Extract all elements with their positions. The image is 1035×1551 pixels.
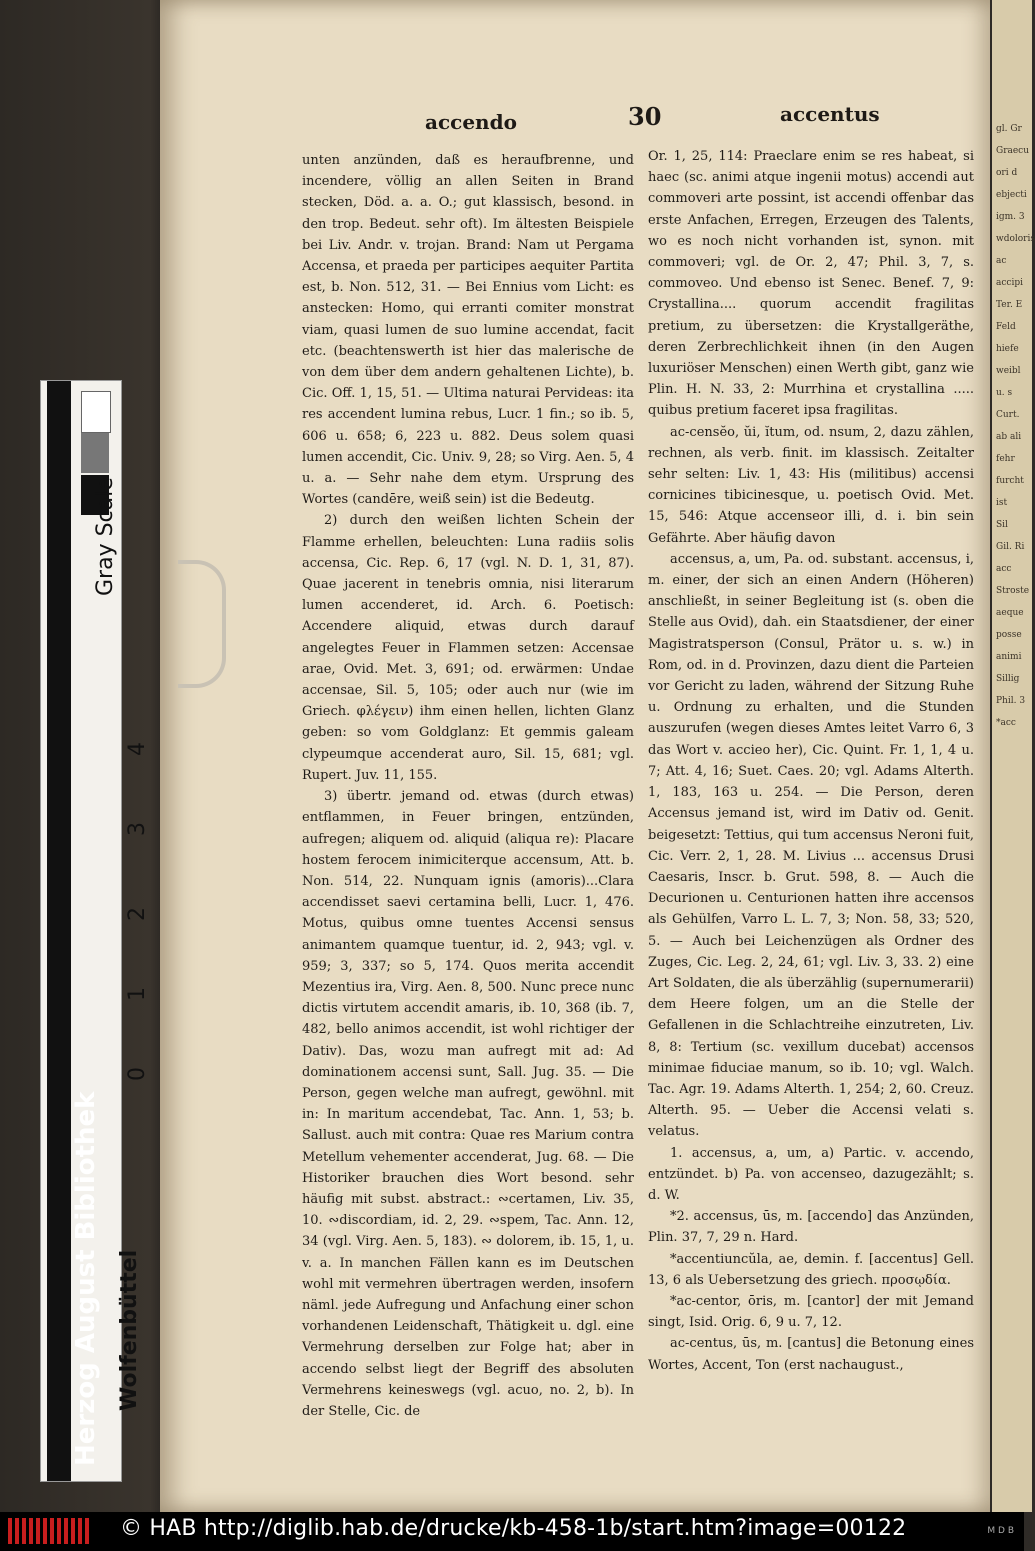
library-city: Wolfenbüttel: [117, 1249, 142, 1411]
headword-left: accendo: [425, 110, 517, 134]
next-page-fragment: wdoloris: [996, 234, 1035, 244]
next-page-fragments: [996, 118, 1035, 734]
right-text-column: [648, 146, 974, 1376]
footer-bar: [0, 1512, 1024, 1551]
left-paragraph-2: 2) durch den weißen lichten Schein der Flamme erhellen, beleuchten: Luna radiis solis accensa, Cic. Rep. 6, 17 (vgl. N. D. 1, 31, 87). Quae jacerent in tenebris omnia, nisi literarum lumen accenderet, id. Arch. 6. Poetisch: Accendere aliquid, etwas durch darauf angelegtes Feuer in Flammen setzen: Accensae arae, Ovid. Met. 3, 691; od. erwärmen: Undae accensae, Sil. 5, 105; oder auch nur (wie im Griech. φλέγειν) ihm einen hellen, lichten Glanz geben: so vom Goldglanz: Et gemmis galeam clypeumque accenderat auro, Sil. 15, 681; vgl. Rupert. Juv. 11, 155.: [302, 513, 634, 783]
next-page-fragment: ori d: [996, 168, 1018, 178]
ruler-tick-0: 0: [125, 1067, 150, 1081]
next-page-fragment: u. s: [996, 388, 1013, 398]
right-paragraph-4: 1. accensus, a, um, a) Partic. v. accendo, entzündet. b) Pa. von accenseo, dazugezählt; s. d. W.: [648, 1145, 974, 1203]
right-paragraph-6: *accentiuncŭla, ae, demin. f. [accentus] Gell. 13, 6 als Uebersetzung des griech. προσῳδία.: [648, 1251, 974, 1288]
next-page-fragment: furcht: [996, 476, 1024, 486]
next-page-fragment: Gil. Ri: [996, 542, 1025, 552]
hab-logo-icon: [8, 1518, 94, 1544]
next-page-fragment: ist: [996, 498, 1008, 508]
headword-right: accentus: [780, 102, 880, 126]
gray-scale-label: Gray Scale: [93, 477, 118, 596]
right-paragraph-2: ac-censĕo, ŭi, ĭtum, od. nsum, 2, dazu zählen, rechnen, als verb. finit. im klassisch. Zeitalter sehr selten: Liv. 1, 43: His (militibus) accensi cornicines tibicinesque, u. poetisch Ovid. Met. 15, 546: Atque accenseor illi, d. i. bin sein Gefährte. Aber häufig davon: [648, 424, 974, 546]
bookmark-ribbon: [178, 560, 226, 688]
right-paragraph-1: Or. 1, 25, 114: Praeclare enim se res habeat, si haec (sc. animi atque ingenii motus) accendi aut commoveri arte possint, ist accendi offenbar das erste Anfachen, Erregen, Erzeugen des Talents, wo es noch nicht vorhanden ist, synon. mit commoveri; vgl. de Or. 2, 47; Phil. 3, 7, s. commoveo. Und ebenso ist Senec. Benef. 7, 9: Crystallina.... quorum accendit fragilitas pretium, zu übersetzen: die Krystallgeräthe, deren Zerbrechlichkeit ihnen (in den Augen luxuriöser Menschen) einen Werth gibt, ganz wie Plin. H. N. 33, 2: Murrhina et crystallina ..... quibus pretium faceret ipsa fragilitas.: [648, 149, 974, 419]
gray-scale-ruler: [40, 380, 150, 1482]
ruler-tick-1: 1: [125, 987, 150, 1001]
next-page-fragment: Curt.: [996, 410, 1020, 420]
next-page-fragment: ebjecti: [996, 190, 1027, 200]
next-page-fragment: Phil. 3: [996, 696, 1026, 706]
next-page-fragment: Feld: [996, 322, 1016, 332]
next-page-fragment: accipi: [996, 278, 1023, 288]
next-page-fragment: gl. Gr: [996, 124, 1022, 134]
library-name: Herzog August Bibliothek: [71, 1091, 101, 1466]
page-number: 30: [628, 102, 662, 131]
next-page-fragment: Stroste: [996, 586, 1030, 596]
next-page-fragment: acc: [996, 564, 1012, 574]
footer-small-mark: M D B: [987, 1526, 1014, 1536]
ruler-tick-2: 2: [125, 907, 150, 921]
right-paragraph-5: *2. accensus, ūs, m. [accendo] das Anzünden, Plin. 37, 7, 29 n. Hard.: [648, 1209, 974, 1246]
next-page-fragment: Sil: [996, 520, 1008, 530]
next-page-fragment: animi: [996, 652, 1022, 662]
gray-patch-mid: [81, 433, 109, 473]
gray-patch-white: [81, 391, 111, 433]
ruler-tick-3: 3: [125, 822, 150, 836]
next-page-edge: [992, 0, 1035, 1512]
next-page-fragment: ab ali: [996, 432, 1022, 442]
next-page-fragment: Ter. E: [996, 300, 1023, 310]
right-paragraph-7: *ac-centor, ōris, m. [cantor] der mit Jemand singt, Isid. Orig. 6, 9 u. 7, 12.: [648, 1293, 974, 1331]
left-paragraph-3: 3) übertr. jemand od. etwas (durch etwas) entflammen, in Feuer bringen, entzünden, aufregen; aliquem od. aliquid (aliqua re): Placare hostem ferocem inimiciterque accensum, Att. b. Non. 514, 22. Nunquam ignis (amoris)...Clara accendisset saevi certamina belli, Lucr. 1, 476. Motus, quibus omne tuentes Accensi sensus animantem quamque tuentur, id. 2, 943; vgl. v. 959; 3, 337; so 5, 174. Quos merita accendit Mezentius ira, Virg. Aen. 8, 500. Nunc prece nunc dictis virtutem accendit amaris, ib. 10, 368 (ib. 7, 482, bello animos accendit, ist wohl richtiger der Dativ). Das, wozu man aufregt mit ad: Ad dominationem accensi sunt, Sall. Jug. 35. — Die Person, gegen welche man aufregt, gewöhnl. mit in: In maritum accendebat, Tac. Ann. 1, 53; b. Sallust. auch mit contra: Quae res Marium contra Metellum vehementer accenderat, Jug. 68. — Die Historiker brauchen dies Wort besond. sehr häufig mit subst. abstract.: ∾certamen, Liv. 35, 10. ∾discordiam, id. 2, 29. ∾spem, Tac. Ann. 12, 34 (vgl. Virg. Aen. 5, 183). ∾ dolorem, ib. 15, 1, u. v. a. In manchen Fällen kann es im Deutschen wohl mit vermehren übertragen werden, insofern näml. jede Aufregung und Anfachung einer schon vorhandenen Leidenschaft, Thätigkeit u. dgl. eine Vermehrung derselben zur Folge hat; aber in accendo selbst liegt der Begriff des absoluten Vermehrens keineswegs (vgl. acuo, no. 2, b). In der Stelle, Cic. de: [302, 789, 634, 1419]
next-page-fragment: ac: [996, 256, 1007, 266]
next-page-fragment: igm. 3: [996, 212, 1025, 222]
next-page-fragment: hiefe: [996, 344, 1019, 354]
next-page-fragment: Graecu: [996, 146, 1030, 156]
next-page-fragment: Sillig: [996, 674, 1020, 684]
page-header: [160, 100, 990, 140]
right-paragraph-3: accensus, a, um, Pa. od. substant. accensus, i, m. einer, der sich an einen Andern (Höheren) anschließt, in seiner Begleitung ist (s. oben die Stelle aus Ovid), dah. ein Staatsdiener, der einer Magistratsperson (Consul, Prätor u. s. w.) in Rom, od. in d. Provinzen, dazu dient die Parteien vor Gericht zu laden, während der Sitzung Ruhe u. Ordnung zu erhalten, und die Stunden auszurufen (wegen dieses Amtes leitet Varro 6, 3 das Wort v. accieo her), Cic. Quint. Fr. 1, 1, 4 u. 7; Att. 4, 16; Suet. Caes. 20; vgl. Adams Alterth. 1, 183, 163 u. 254. — Die Person, deren Accensus jemand ist, wird im Dativ od. Genit. beigesetzt: Tettius, qui tum accensus Neroni fuit, Cic. Verr. 2, 1, 28. M. Livius ... accensus Drusi Caesaris, Inscr. b. Grut. 598, 8. — Auch die Decurionen u. Centurionen hatten ihre accensos als Gehülfen, Varro L. L. 7, 3; Non. 58, 33; 520, 5. — Auch bei Leichenzügen als Ordner des Zuges, Cic. Leg. 2, 24, 61; vgl. Liv. 3, 33. 2) eine Art Soldaten, die als überzählig (supernumerarii) dem Heere folgen, um an die Stelle der Gefallenen in die Schlachtreihe einzutreten, Liv. 8, 8: Tertium (sc. vexillum ducebat) accensos minimae fiduciae manum, so ib. 10; vgl. Walch. Tac. Agr. 19. Adams Alterth. 1, 254; 2, 60. Creuz. Alterth. 95. — Ueber die Accensi velati s. velatus.: [648, 551, 974, 1140]
footer-copyright-url[interactable]: © HAB http://diglib.hab.de/drucke/kb-458-1b/start.htm?image=00122: [120, 1516, 907, 1541]
left-paragraph-1: unten anzünden, daß es heraufbrenne, und incendere, völlig an allen Seiten in Brand stecken, Död. a. a. O.; gut klassisch, besond. in den trop. Bedeut. sehr oft). Im ältesten Beispiele bei Liv. Andr. v. trojan. Brand: Nam ut Pergama Accensa, et praeda per participes aequiter Partita est, b. Non. 512, 31. — Bei Ennius vom Licht: es anstecken: Homo, qui erranti comiter monstrat viam, quasi lumen de suo lumine accendat, facit etc. (beachtenswerth ist hier das malerische de von dem über dem andern gehaltenen Lichte), b. Cic. Off. 1, 15, 51. — Ultima naturai Pervideas: ita res accendent lumina rebus, Lucr. 1 fin.; so ib. 5, 606 u. 658; 6, 223 u. 882. Deus solem quasi lumen accendit, Cic. Univ. 9, 28; so Virg. Aen. 5, 4 u. a. — Sehr nahe dem etym. Ursprung des Wortes (candēre, weiß sein) ist die Bedeutg.: [302, 153, 634, 508]
next-page-fragment: aeque: [996, 608, 1024, 618]
ruler-tick-4: 4: [125, 742, 150, 756]
next-page-fragment: *acc: [996, 718, 1016, 728]
next-page-fragment: fehr: [996, 454, 1015, 464]
ruler-black-bar: [47, 381, 71, 1481]
left-text-column: [302, 150, 634, 1422]
next-page-fragment: weibl: [996, 366, 1021, 376]
right-paragraph-8: ac-centus, ūs, m. [cantus] die Betonung eines Wortes, Accent, Ton (erst nachaugust.,: [648, 1336, 974, 1373]
next-page-fragment: posse: [996, 630, 1022, 640]
